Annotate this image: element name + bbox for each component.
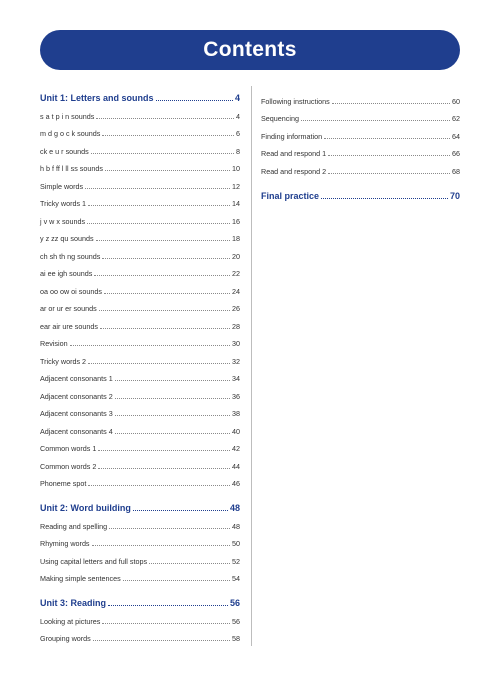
dot-leader (98, 450, 230, 451)
toc-page-number: 56 (232, 616, 240, 626)
toc-entry-label: Revision (40, 339, 68, 348)
dot-leader (85, 188, 230, 189)
toc-page-number: 48 (229, 503, 240, 513)
toc-entry (40, 436, 240, 454)
dot-leader (109, 528, 230, 529)
dot-leader (301, 120, 450, 121)
toc-page-number: 34 (232, 374, 240, 383)
toc-entry (40, 138, 240, 156)
toc-page-number: 4 (234, 93, 240, 103)
toc-page-number: 66 (452, 149, 460, 158)
dot-leader (96, 240, 230, 241)
dot-leader (93, 640, 230, 641)
toc-entry-label: Adjacent consonants 2 (40, 391, 113, 401)
dot-leader (70, 345, 230, 346)
toc-page-number: 28 (232, 321, 240, 331)
toc-entry-label: ch sh th ng sounds (40, 251, 101, 261)
dot-leader (115, 415, 230, 416)
toc-entry-label: ai ee igh sounds (40, 269, 93, 278)
toc-page-number: 46 (232, 479, 240, 488)
toc-page-number: 62 (452, 114, 460, 123)
dot-leader (92, 545, 230, 546)
toc-entry-label: Using capital letters and full stops (40, 556, 148, 566)
toc-entry-label: Tricky words 2 (40, 356, 87, 366)
toc-entry (261, 88, 460, 106)
toc-page-number: 18 (232, 234, 240, 243)
toc-page-number: 42 (232, 444, 240, 453)
toc-entry-label: Unit 3: Reading (40, 598, 107, 608)
dot-leader (156, 100, 233, 101)
toc-page-number: 52 (232, 556, 240, 566)
contents-banner (40, 30, 460, 70)
contents-left-column (40, 88, 240, 643)
dot-leader (102, 623, 230, 624)
toc-entry-label: oa oo ow oi sounds (40, 286, 102, 296)
toc-entry-label: Reading and spelling (40, 521, 108, 531)
toc-entry (40, 383, 240, 401)
dot-leader (324, 138, 450, 139)
section-gap (40, 583, 240, 593)
toc-entry-label: Read and respond 2 (261, 166, 327, 176)
dot-leader (99, 310, 230, 311)
toc-entry-label: h b f ff l ll ss sounds (40, 164, 103, 173)
toc-entry-label: Common words 2 (40, 461, 97, 471)
dot-leader (332, 103, 450, 104)
contents-right-column (261, 88, 460, 201)
toc-page-number: 38 (232, 409, 240, 418)
dot-leader (104, 293, 230, 294)
toc-section-heading (40, 88, 240, 103)
toc-section-heading (40, 593, 240, 608)
dot-leader (123, 580, 230, 581)
toc-entry (40, 471, 240, 489)
toc-page-number: 48 (232, 521, 240, 531)
toc-section-heading (40, 498, 240, 513)
toc-page-number: 30 (232, 339, 240, 348)
toc-entry-label: Making simple sentences (40, 574, 121, 583)
toc-entry (40, 156, 240, 174)
dot-leader (87, 223, 230, 224)
dot-leader (115, 380, 230, 381)
toc-entry-label: Unit 1: Letters and sounds (40, 93, 154, 103)
dot-leader (328, 155, 450, 156)
page-title: Contents (203, 38, 297, 61)
toc-page-number: 8 (236, 146, 240, 156)
toc-entry (40, 401, 240, 419)
toc-entry-label: Following instructions (261, 96, 330, 106)
toc-entry-label: Adjacent consonants 3 (40, 409, 113, 418)
toc-entry-label: Sequencing (261, 114, 299, 123)
section-gap (40, 488, 240, 498)
toc-page-number: 36 (232, 391, 240, 401)
dot-leader (115, 398, 230, 399)
toc-page-number: 12 (232, 181, 240, 191)
toc-entry-label: Grouping words (40, 634, 91, 643)
toc-entry-label: ck e u r sounds (40, 146, 89, 156)
dot-leader (108, 605, 228, 606)
toc-entry (40, 121, 240, 139)
toc-entry-label: Final practice (261, 190, 320, 201)
toc-entry-label: s a t p i n sounds (40, 111, 95, 121)
toc-page-number: 56 (229, 598, 240, 608)
toc-section-heading (261, 186, 460, 201)
toc-page-number: 40 (232, 426, 240, 436)
toc-entry-label: Read and respond 1 (261, 149, 327, 158)
toc-page-number: 22 (232, 269, 240, 278)
toc-entry-label: Tricky words 1 (40, 199, 87, 208)
dot-leader (105, 170, 230, 171)
toc-entry (40, 243, 240, 261)
toc-page-number: 68 (452, 166, 460, 176)
toc-entry (40, 513, 240, 531)
toc-entry (40, 208, 240, 226)
dot-leader (98, 468, 230, 469)
toc-entry-label: ar or ur er sounds (40, 304, 97, 313)
toc-entry (40, 296, 240, 314)
dot-leader (102, 258, 230, 259)
toc-entry (40, 261, 240, 279)
dot-leader (96, 118, 234, 119)
toc-entry-label: Adjacent consonants 1 (40, 374, 113, 383)
dot-leader (88, 485, 230, 486)
dot-leader (321, 198, 448, 199)
dot-leader (133, 510, 228, 511)
dot-leader (88, 363, 230, 364)
dot-leader (149, 563, 230, 564)
toc-entry (40, 348, 240, 366)
toc-entry (40, 548, 240, 566)
toc-entry (40, 366, 240, 384)
toc-page-number: 32 (232, 356, 240, 366)
toc-entry-label: Unit 2: Word building (40, 503, 131, 513)
toc-entry-label: Looking at pictures (40, 616, 101, 626)
toc-entry-label: Finding information (261, 131, 323, 141)
toc-page-number: 16 (232, 216, 240, 226)
toc-entry (40, 566, 240, 584)
toc-page-number: 44 (232, 461, 240, 471)
toc-page-number: 70 (449, 190, 460, 201)
toc-entry (261, 123, 460, 141)
toc-page-number: 6 (236, 129, 240, 138)
toc-entry (40, 608, 240, 626)
toc-entry-label: j v w x sounds (40, 216, 86, 226)
section-gap (261, 176, 460, 186)
column-divider (251, 86, 252, 646)
toc-page-number: 60 (452, 96, 460, 106)
toc-page-number: 64 (452, 131, 460, 141)
toc-entry (40, 173, 240, 191)
toc-entry-label: Rhyming words (40, 539, 90, 548)
toc-entry (40, 191, 240, 209)
toc-entry (40, 453, 240, 471)
toc-entry (261, 106, 460, 124)
toc-page-number: 14 (232, 199, 240, 208)
toc-entry-label: ear air ure sounds (40, 321, 98, 331)
toc-entry (261, 158, 460, 176)
toc-entry (40, 313, 240, 331)
toc-entry (40, 103, 240, 121)
dot-leader (91, 153, 234, 154)
toc-entry (40, 331, 240, 349)
toc-entry (40, 626, 240, 644)
toc-entry (261, 141, 460, 159)
dot-leader (100, 328, 230, 329)
toc-page-number: 10 (232, 164, 240, 173)
toc-entry-label: Common words 1 (40, 444, 97, 453)
toc-entry-label: Adjacent consonants 4 (40, 426, 113, 436)
toc-entry-label: Phoneme spot (40, 479, 87, 488)
toc-entry (40, 226, 240, 244)
toc-page-number: 58 (232, 634, 240, 643)
toc-page-number: 50 (232, 539, 240, 548)
dot-leader (94, 275, 230, 276)
toc-entry (40, 531, 240, 549)
toc-page-number: 4 (236, 111, 240, 121)
toc-entry-label: y z zz qu sounds (40, 234, 94, 243)
dot-leader (102, 135, 234, 136)
toc-entry-label: m d g o c k sounds (40, 129, 101, 138)
dot-leader (88, 205, 230, 206)
toc-page-number: 26 (232, 304, 240, 313)
toc-entry-label: Simple words (40, 181, 84, 191)
dot-leader (115, 433, 230, 434)
dot-leader (328, 173, 450, 174)
toc-page-number: 24 (232, 286, 240, 296)
toc-page-number: 54 (232, 574, 240, 583)
toc-entry (40, 278, 240, 296)
toc-page-number: 20 (232, 251, 240, 261)
toc-entry (40, 418, 240, 436)
